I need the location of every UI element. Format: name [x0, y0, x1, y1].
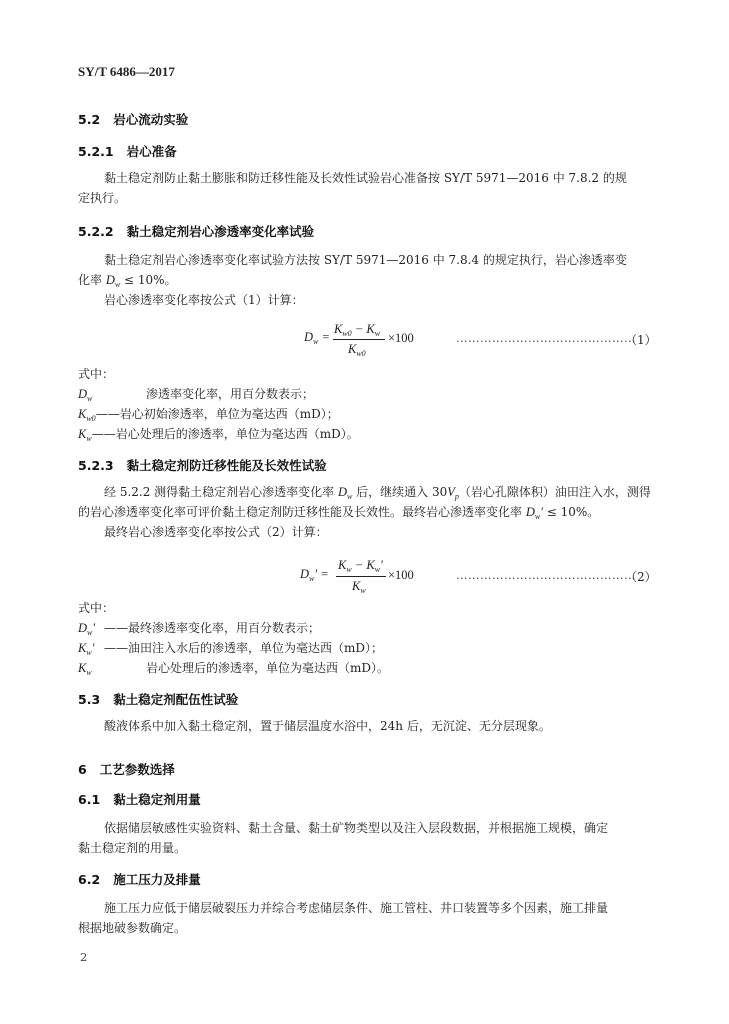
paragraph-line: 黏土稳定剂防止黏土膨胀和防迁移性能及长效性试验岩心准备按 SY/T 5971—2016 中 7.8.2 的规: [104, 171, 627, 185]
formula-2-numerator: $K_w - K_w'$: [338, 558, 383, 574]
formula-2-number: （2）: [625, 570, 657, 584]
formula-2-multiplier: ×100: [388, 568, 414, 582]
formula-intro: 岩心渗透率变化率按公式（1）计算：: [104, 293, 304, 307]
section-number: 5.2.1: [78, 144, 114, 159]
page-number: 2: [80, 950, 88, 964]
paragraph-line: 黏土稳定剂的用量。: [78, 841, 187, 855]
section-number: 6.1: [78, 792, 101, 807]
section-5-2-heading: [78, 110, 188, 128]
formula-1-leader-dots: ………………………………………: [456, 331, 636, 345]
section-number: 5.3: [78, 692, 101, 707]
section-5-2-2-heading: [78, 222, 314, 240]
section-number: 6.2: [78, 872, 101, 887]
section-title: 黏土稳定剂配伍性试验: [113, 692, 239, 707]
formula-1-number: （1）: [625, 333, 657, 347]
section-title: 黏土稳定剂岩心渗透率变化率试验: [126, 224, 315, 239]
definition-line: $D_w'$ ——最终渗透率变化率，用百分数表示；: [78, 621, 321, 637]
formula-1-multiplier: ×100: [388, 331, 414, 345]
paragraph-line: 定执行。: [78, 191, 127, 205]
standard-number: SY/T 6486—2017: [78, 64, 175, 79]
section-title: 工艺参数选择: [99, 762, 175, 777]
definition-line: $K_w——$岩心处理后的渗透率，单位为毫达西（mD）。: [78, 427, 359, 443]
section-6-2-heading: [78, 870, 201, 888]
section-number: 6: [78, 762, 87, 777]
section-5-2-1-heading: [78, 142, 177, 160]
formula-1-fraction-bar: [333, 339, 385, 340]
paragraph-line: 的岩心渗透率变化率可评价黏土稳定剂防迁移性能及长效性。最终岩心渗透率变化率 $D_w' \le 10\%$。: [78, 505, 600, 521]
definition-line: $D_w$ 渗透率变化率，用百分数表示；: [78, 387, 315, 403]
formula-2-lhs: $D_w'$ =: [300, 567, 329, 583]
definition-line: $K_{w0}——$岩心初始渗透率，单位为毫达西（mD）；: [78, 407, 339, 423]
section-number: 5.2.3: [78, 458, 114, 473]
definition-line: $K_w'$ ——油田注入水后的渗透率，单位为毫达西（mD）；: [78, 641, 384, 657]
formula-2-leader-dots: ………………………………………: [456, 568, 636, 582]
paragraph-line: 依据储层敏感性实验资料、黏土含量、黏土矿物类型以及注入层段数据，并根据施工规模，确定: [104, 821, 609, 835]
section-6-heading: [78, 760, 175, 778]
paragraph-line: 施工压力应低于储层破裂压力并综合考虑储层条件、施工管柱、井口装置等多个因素，施工排量: [104, 901, 609, 915]
formula-intro: 最终岩心渗透率变化率按公式（2）计算：: [104, 525, 328, 539]
paragraph-line: 酸液体系中加入黏土稳定剂，置于储层温度水浴中，24h 后，无沉淀、无分层现象。: [104, 719, 551, 733]
paragraph-line: 化率 $D_w \le 10\%$。: [78, 273, 177, 289]
formula-1-lhs: $D_w$ =: [304, 330, 330, 346]
formula-2-denominator: $K_w$: [352, 579, 366, 595]
formula-1-numerator: $K_{w0} - K_w$: [334, 322, 381, 338]
paragraph-line: 根据地破参数确定。: [78, 921, 187, 935]
formula-1-denominator: $K_{w0}$: [348, 342, 366, 358]
where-label: 式中：: [78, 367, 115, 381]
definition-line: $K_w$ 岩心处理后的渗透率，单位为毫达西（mD）。: [78, 661, 390, 677]
paragraph-line: 黏土稳定剂岩心渗透率变化率试验方法按 SY/T 5971—2016 中 7.8.4 的规定执行，岩心渗透率变: [104, 253, 627, 267]
section-title: 岩心流动实验: [113, 112, 189, 127]
symbol-Dw: $D_w$: [105, 273, 121, 289]
paragraph-line: 经 5.2.2 测得黏土稳定剂岩心渗透率变化率 $D_w$ 后，继续通入 $30V_p$（岩心孔隙体积）油田注入水，测得: [104, 485, 651, 501]
section-5-2-3-heading: [78, 456, 327, 474]
section-title: 施工压力及排量: [113, 872, 201, 887]
formula-2-fraction-bar: [336, 576, 386, 577]
section-title: 岩心准备: [126, 144, 177, 159]
where-label: 式中：: [78, 601, 115, 615]
section-title: 黏土稳定剂防迁移性能及长效性试验: [126, 458, 327, 473]
section-6-1-heading: [78, 790, 201, 808]
section-title: 黏土稳定剂用量: [113, 792, 201, 807]
section-5-3-heading: [78, 690, 238, 708]
section-number: 5.2.2: [78, 224, 114, 239]
section-number: 5.2: [78, 112, 101, 127]
